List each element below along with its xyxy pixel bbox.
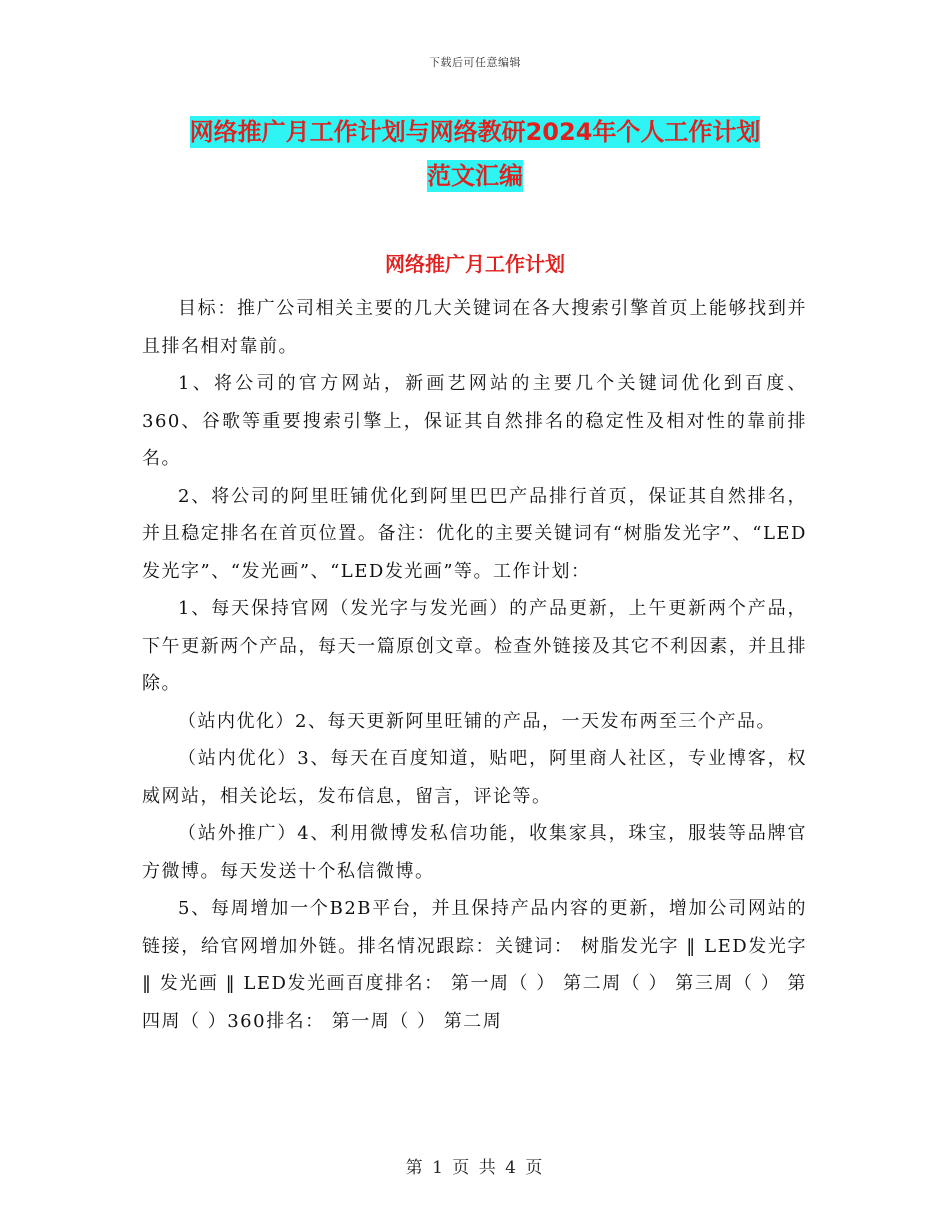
document-body	[142, 290, 807, 1040]
document-title-line1: 网络推广月工作计划与网络教研2024年个人工作计划	[189, 118, 761, 146]
paragraph-item-1: 1、将公司的官方网站，新画艺网站的主要几个关键词优化到百度、360、谷歌等重要搜索引擎上，保证其自然排名的稳定性及相对性的靠前排名。	[142, 373, 807, 469]
document-title-line2: 范文汇编	[427, 162, 523, 190]
paragraph-plan-1: 1、每天保持官网（发光字与发光画）的产品更新，上午更新两个产品，下午更新两个产品，每天一篇原创文章。检查外链接及其它不利因素，并且排除。	[142, 598, 807, 694]
paragraph-plan-2: （站内优化）2、每天更新阿里旺铺的产品，一天发布两至三个产品。	[178, 710, 776, 732]
page-number: 第 1 页 共 4 页	[405, 1158, 545, 1178]
paragraph-plan-5: 5、每周增加一个B2B平台，并且保持产品内容的更新，增加公司网站的链接，给官网增加外链。排名情况跟踪：关键词： 树脂发光字 ‖ LED发光字 ‖ 发光画 ‖ LED发光画百度排名： 第一周（ ） 第二周（ ） 第三周（ ） 第四周（ ）360排名： 第一周（ ） 第二周	[142, 898, 807, 1032]
section-title: 网络推广月工作计划	[385, 252, 565, 276]
paragraph-plan-3: （站内优化）3、每天在百度知道，贴吧，阿里商人社区，专业博客，权威网站，相关论坛，发布信息，留言，评论等。	[142, 748, 807, 807]
document-title	[0, 110, 950, 198]
paragraph-item-2: 2、将公司的阿里旺铺优化到阿里巴巴产品排行首页，保证其自然排名，并且稳定排名在首页位置。备注：优化的主要关键词有“树脂发光字”、“LED发光字”、“发光画”、“LED发光画”等。工作计划：	[142, 485, 807, 582]
paragraph-plan-4: （站外推广）4、利用微博发私信功能，收集家具，珠宝，服装等品牌官方微博。每天发送十个私信微博。	[142, 823, 807, 882]
paragraph-goal: 目标：推广公司相关主要的几大关键词在各大搜索引擎首页上能够找到并且排名相对靠前。	[142, 298, 807, 357]
header-note: 下载后可任意编辑	[429, 56, 521, 69]
